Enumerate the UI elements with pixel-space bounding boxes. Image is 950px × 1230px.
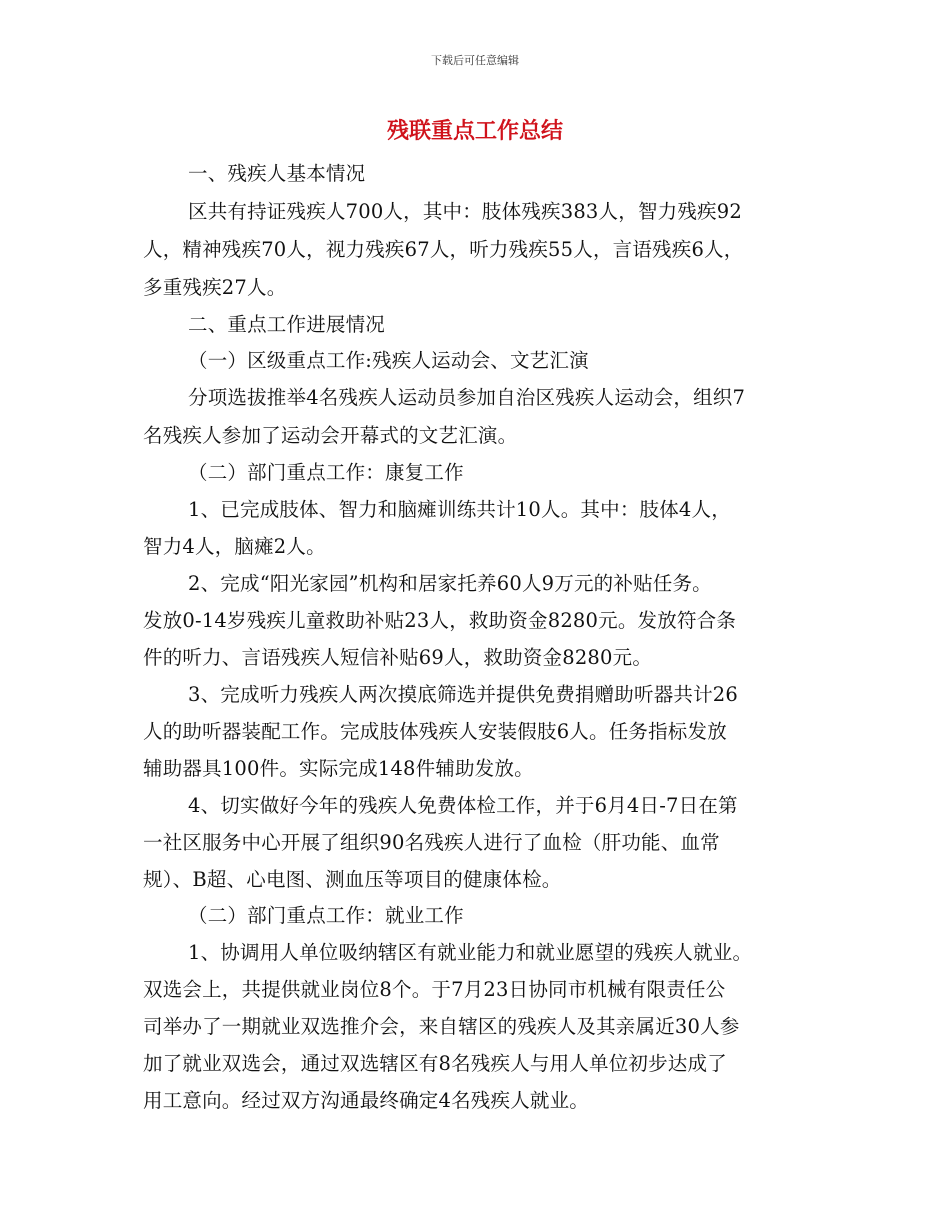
paragraph-line: 规）、B超、心电图、测血压等项目的健康体检。 [143, 868, 562, 891]
section-heading: 二、重点工作进展情况 [188, 313, 386, 336]
paragraph-line: 多重残疾27人。 [143, 276, 287, 299]
paragraph-line: 2、完成“阳光家园”机构和居家托养60人9万元的补贴任务。 [188, 572, 712, 595]
paragraph-line: 人的助听器装配工作。完成肢体残疾人安装假肢6人。任务指标发放 [143, 720, 727, 743]
paragraph-line: 1、协调用人单位吸纳辖区有就业能力和就业愿望的残疾人就业。 [188, 941, 753, 964]
subsection-heading: （二）部门重点工作：康复工作 [188, 461, 464, 484]
document-title: 残联重点工作总结 [386, 119, 563, 144]
paragraph-line: 智力4人，脑瘫2人。 [143, 535, 326, 558]
paragraph-line: 分项选拔推举4名残疾人运动员参加自治区残疾人运动会，组织7 [188, 386, 746, 409]
subsection-heading: （一）区级重点工作:残疾人运动会、文艺汇演 [188, 349, 589, 372]
paragraph-line: 双选会上，共提供就业岗位8个。于7月23日协同市机械有限责任公 [143, 978, 726, 1001]
page-header: 下载后可任意编辑 [431, 54, 519, 67]
paragraph-line: 司举办了一期就业双选推介会，来自辖区的残疾人及其亲属近30人参 [143, 1015, 740, 1038]
paragraph-line: 区共有持证残疾人700人，其中：肢体残疾383人，智力残疾92 [188, 200, 742, 223]
paragraph-line: 发放0-14岁残疾儿童救助补贴23人，救助资金8280元。发放符合条 [143, 609, 737, 632]
section-heading: 一、残疾人基本情况 [188, 162, 366, 185]
paragraph-line: 名残疾人参加了运动会开幕式的文艺汇演。 [143, 424, 518, 447]
paragraph-line: 1、已完成肢体、智力和脑瘫训练共计10人。其中：肢体4人， [188, 498, 731, 521]
paragraph-line: 3、完成听力残疾人两次摸底筛选并提供免费捐赠助听器共计26 [188, 683, 739, 706]
paragraph-line: 一社区服务中心开展了组织90名残疾人进行了血检（肝功能、血常 [143, 831, 720, 854]
paragraph-line: 人，精神残疾70人，视力残疾67人，听力残疾55人，言语残疾6人， [143, 238, 744, 261]
subsection-heading: （二）部门重点工作：就业工作 [188, 904, 464, 927]
paragraph-line: 4、切实做好今年的残疾人免费体检工作，并于6月4日-7日在第 [188, 794, 738, 817]
paragraph-line: 用工意向。经过双方沟通最终确定4名残疾人就业。 [143, 1089, 590, 1112]
paragraph-line: 辅助器具100件。实际完成148件辅助发放。 [143, 757, 534, 780]
paragraph-line: 加了就业双选会，通过双选辖区有8名残疾人与用人单位初步达成了 [143, 1052, 727, 1075]
paragraph-line: 件的听力、言语残疾人短信补贴69人，救助资金8280元。 [143, 646, 653, 669]
